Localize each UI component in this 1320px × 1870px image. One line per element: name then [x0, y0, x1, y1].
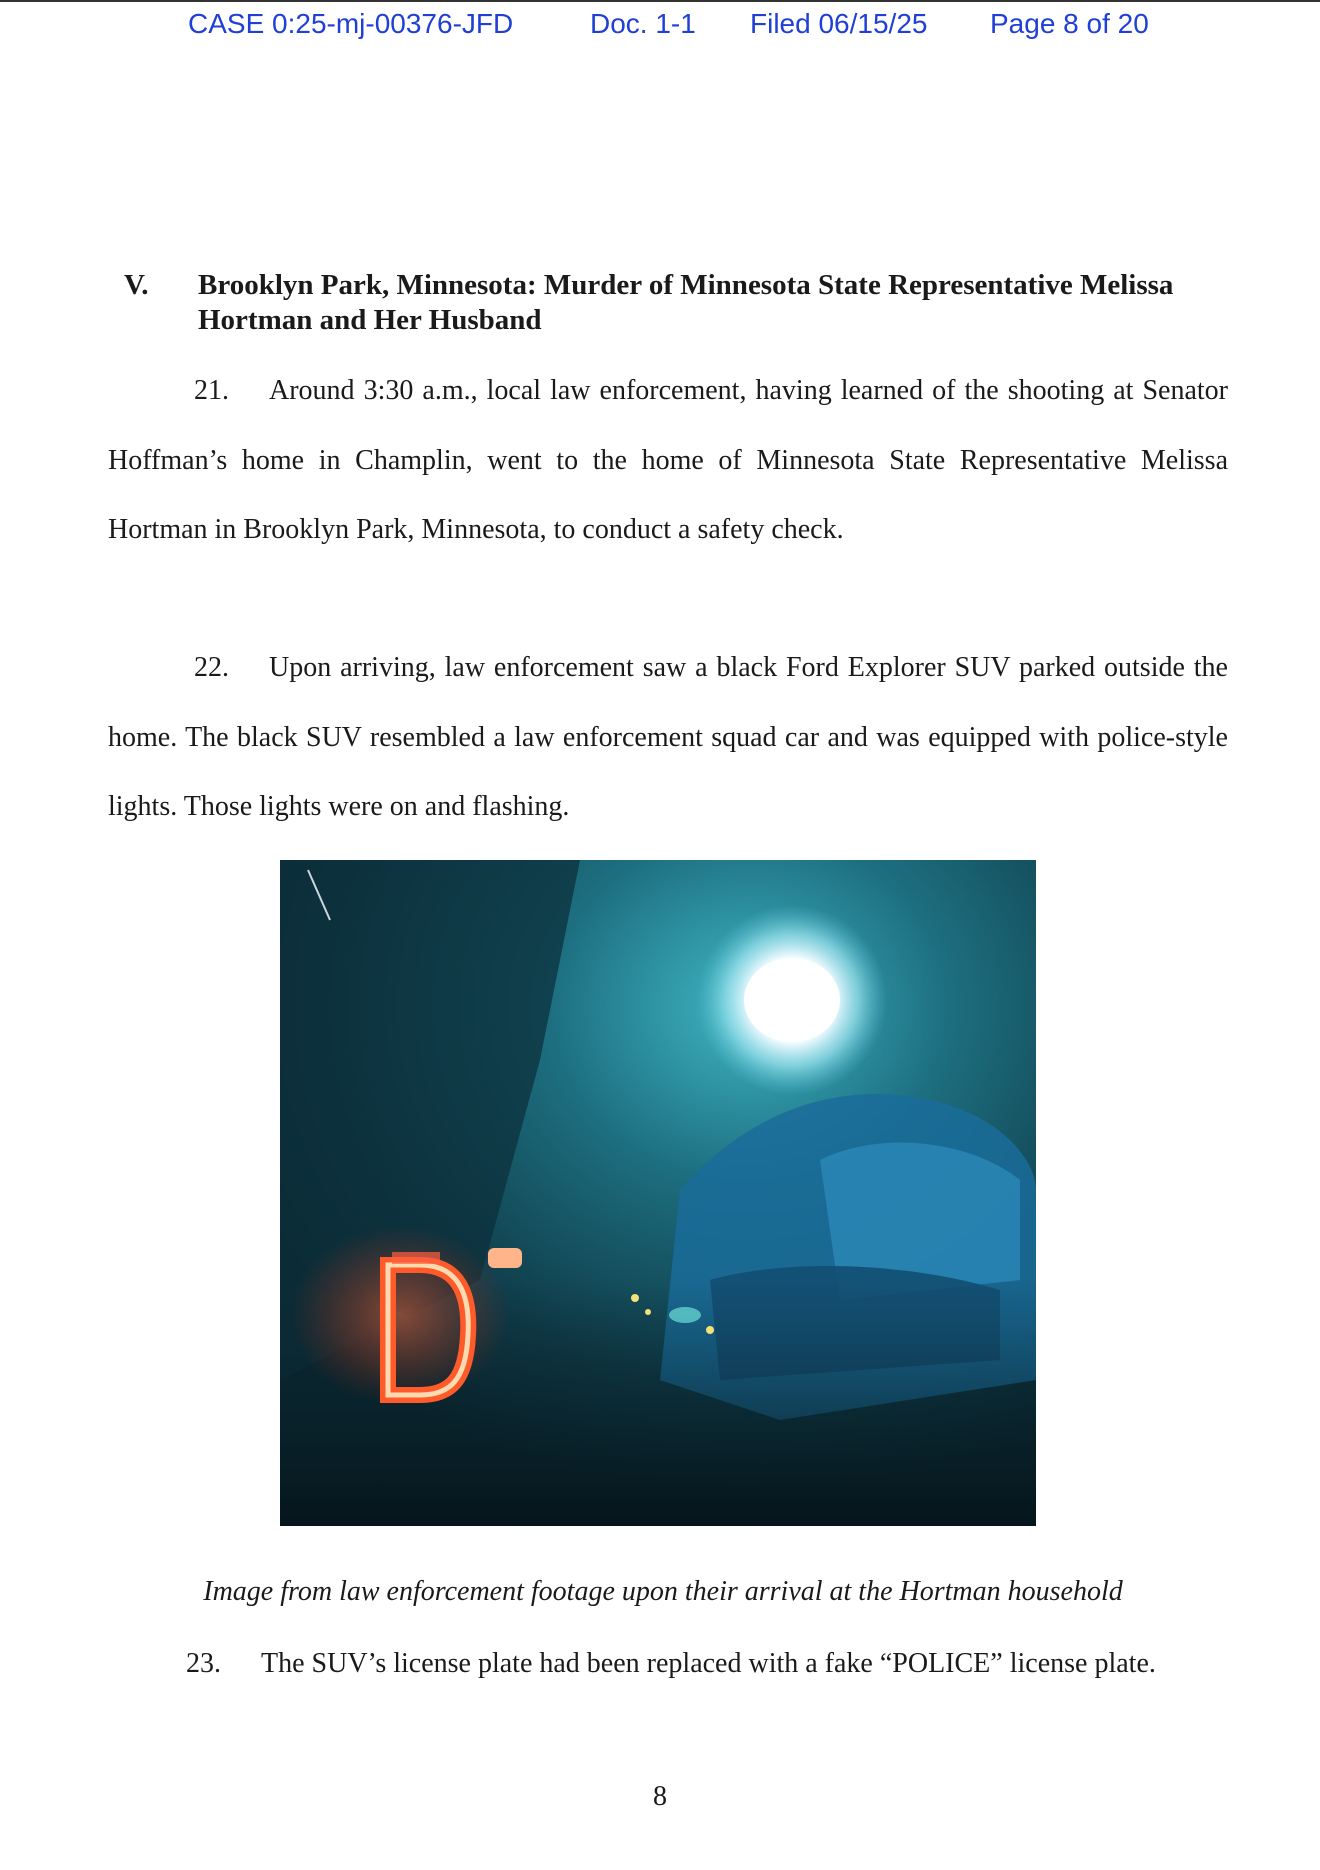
- footage-image: [280, 860, 1036, 1526]
- paragraph-number: 23.: [186, 1648, 221, 1679]
- top-rule: [0, 0, 1320, 2]
- document-number: Doc. 1-1: [590, 8, 696, 39]
- page-number: 8: [653, 1781, 667, 1812]
- paragraph-text: Around 3:30 a.m., local law enforcement, having learned of the shooting at Senator Hoffman’s home in Champlin, went to the home of Minnesota State Representative Melissa Hortman in Brooklyn Park, Minnesota, to conduct a safety check.: [108, 375, 1228, 545]
- paragraph-number: 21.: [194, 375, 229, 406]
- section-title: Brooklyn Park, Minnesota: Murder of Minnesota State Representative Melissa Hortman and Her Husband: [198, 269, 1174, 336]
- paragraph-text: Upon arriving, law enforcement saw a black Ford Explorer SUV parked outside the home. The black SUV resembled a law enforcement squad car and was equipped with police-style lights. Those lights were on and flashing.: [108, 652, 1228, 822]
- figure-caption: Image from law enforcement footage upon their arrival at the Hortman household: [203, 1576, 1123, 1607]
- filed-date: Filed 06/15/25: [750, 8, 928, 39]
- night-footage-illustration: [280, 860, 1036, 1526]
- case-header: [0, 0, 1320, 54]
- paragraph-21: [108, 356, 1228, 565]
- case-number: CASE 0:25-mj-00376-JFD: [188, 8, 514, 39]
- paragraph-text: The SUV’s license plate had been replaced with a fake “POLICE” license plate.: [261, 1648, 1156, 1679]
- section-number: V.: [124, 269, 149, 301]
- paragraph-number: 22.: [194, 652, 229, 683]
- paragraph-23: [100, 1629, 1220, 1699]
- page-indicator: Page 8 of 20: [990, 8, 1149, 39]
- paragraph-22: [108, 633, 1228, 842]
